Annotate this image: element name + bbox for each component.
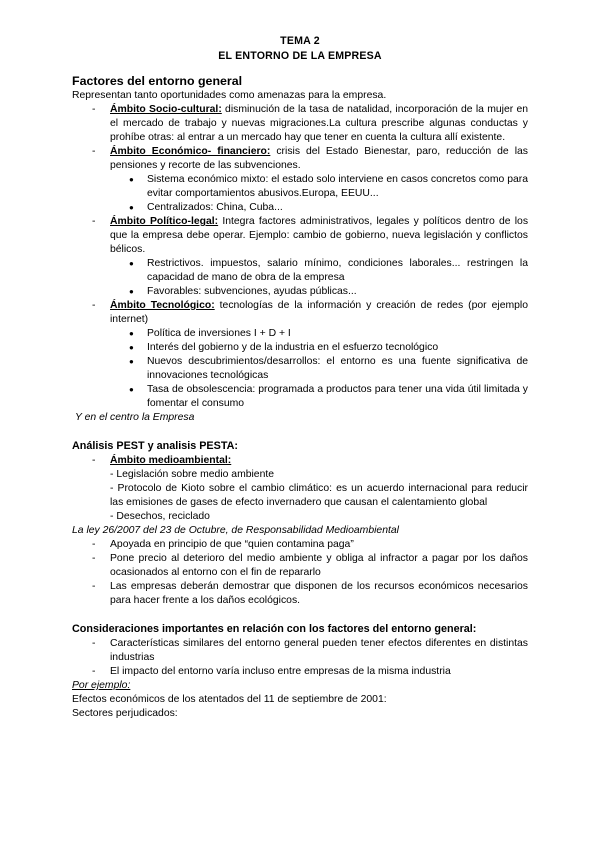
consideracion-2: - El impacto del entorno varía incluso entre empresas de la misma industria [72,665,528,679]
bullet-economico-1: ● Sistema económico mixto: el estado solo interviene en casos concretos como para evitar comportamientos abusivos.Europa, EEUU... [72,173,528,201]
item-tecnologico [72,299,528,327]
law-title: La ley 26/2007 del 23 de Octubre, de Responsabilidad Medioambiental [72,525,399,536]
label-medioambiental: Ámbito medioambiental: [110,455,232,466]
item-socio-cultural [72,103,528,145]
label-politico: Ámbito Político-legal: [110,216,219,227]
bullet-economico-2: ● Centralizados: China, Cuba... [72,201,528,215]
bullet-politico-1: ● Restrictivos. impuestos, salario mínimo, condiciones laborales... restringen la capacidad de mano de obra de la empresa [72,257,528,285]
label-tecnologico: Ámbito Tecnológico: [110,300,215,311]
example-line-1: Efectos económicos de los atentados del 11 de septiembre de 2001: [72,694,387,705]
example-line-2: Sectores perjudicados: [72,708,178,719]
closing-note: Y en el centro la Empresa [75,412,195,423]
law-point-3: - Las empresas deberán demostrar que disponen de los recursos económicos necesarios para hacer frente a los daños ecológicos. [72,580,528,608]
text-socio: disminución de la tasa de natalidad, incorporación de la mujer en el mercado de trabajo y nuevas migraciones.La cultura prescribe algunas conductas y prohíbe otras: al entrar a un mercado hay que tener en cuenta la cultura allí existente. [110,104,528,143]
page-title: EL ENTORNO DE LA EMPRESA [218,50,382,62]
section-heading-consideraciones: Consideraciones importantes en relación con los factores del entorno general: [72,623,477,635]
bullet-tecnologico-4: ● Tasa de obsolescencia: programada a productos para tener una vida útil limitada y fomentar el consumo [72,383,528,411]
law-point-2: - Pone precio al deterioro del medio ambiente y obliga al infractor a pagar por los daños ocasionados al entorno con el fin de repararlo [72,552,528,580]
text-economico: crisis del Estado Bienestar, paro, reducción de las pensiones y recorte de las subvenciones. [110,146,528,171]
text-tecnologico: tecnologías de la información y creación de redes (por ejemplo internet) [110,300,528,325]
intro-text: Representan tanto oportunidades como amenazas para la empresa. [72,90,387,101]
label-socio: Ámbito Socio-cultural: [110,104,222,115]
bullet-politico-2: ● Favorables: subvenciones, ayudas públicas... [72,285,528,299]
topic-number: TEMA 2 [280,35,320,47]
section-heading-factores: Factores del entorno general [72,74,243,88]
item-medioambiental [72,454,528,468]
medio-line-2: - Protocolo de Kioto sobre el cambio climático: es un acuerdo internacional para reducir las emisiones de gases de efecto invernadero que causan el calentamiento global [110,483,528,508]
bullet-tecnologico-3: ● Nuevos descubrimientos/desarrollos: el entorno es una fuente significativa de innovaciones tecnológicas [72,355,528,383]
law-point-1: - Apoyada en principio de que “quien contamina paga” [72,538,528,552]
item-economico [72,145,528,173]
text-politico: Integra factores administrativos, legales y políticos dentro de los que la empresa debe operar. Ejemplo: cambio de gobierno, nueva legislación y conflictos bélicos. [110,216,529,255]
item-politico [72,215,528,257]
bullet-tecnologico-1: ● Política de inversiones I + D + I [72,327,528,341]
medio-line-1: - Legislación sobre medio ambiente [110,469,275,480]
label-economico: Ámbito Económico- financiero: [110,146,271,157]
medio-line-3: - Desechos, reciclado [110,511,210,522]
consideracion-1: - Características similares del entorno general pueden tener efectos diferentes en distintas industrias [72,637,528,665]
bullet-tecnologico-2: ● Interés del gobierno y de la industria en el esfuerzo tecnológico [72,341,528,355]
example-label: Por ejemplo: [72,680,131,691]
section-heading-pest: Análisis PEST y analisis PESTA: [72,440,239,452]
